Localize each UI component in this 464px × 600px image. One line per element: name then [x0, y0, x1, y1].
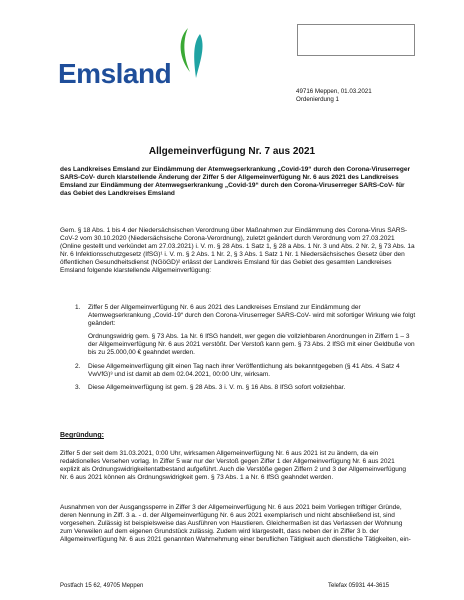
logo-swoosh-icon	[166, 26, 210, 82]
place-date: 49716 Meppen, 01.03.2021	[296, 88, 372, 95]
document-title: Allgemeinverfügung Nr. 7 aus 2021	[148, 146, 316, 157]
reasoning-paragraph-1: Ziffer 5 der seit dem 31.03.2021, 0:00 Uhr, wirksamen Allgemeinverfügung Nr. 6 aus 2021 ist zu ändern, da ein redaktionelles Versehen vorlag. In Ziffer 5 war nur der Verstoß gegen Ziffer 1 der Allgemeinverfügung Nr. 6 aus 2021 explizit als Ordnungswidrigkeitentatbestand aufgeführt. Auch die Verstöße gegen Ziffern 2 und 3 der Allgemeinverfügung Nr. 6 aus 2021 können als Ordnungswidrigkeit gem. § 73 Abs. 1 a Nr. 6 IfSG geahndet werden.	[60, 450, 407, 482]
reasoning-heading: Begründung:	[60, 432, 104, 439]
footer-fax: Telefax 05931 44-3615	[328, 583, 390, 589]
item-text: Ziffer 5 der Allgemeinverfügung Nr. 6 aus 2021 des Landkreises Emsland zur Eindämmung der Atemwegserkrankung „Covid-19“ durch den Corona-Viruserreger SARS-CoV- wird mit sofortiger Wirkung wie folgt geändert:	[88, 304, 416, 328]
list-item	[75, 304, 416, 358]
logo-wordmark: Emsland	[58, 58, 172, 89]
list-item	[75, 363, 416, 379]
item-text: Diese Allgemeinverfügung ist gem. § 28 Abs. 3 i. V. m. § 16 Abs. 8 IfSG sofort vollziehbar.	[88, 383, 346, 391]
list-item	[75, 384, 416, 392]
ordinance-label: Ordenierdung 1	[296, 96, 339, 103]
reasoning-paragraph-2: Ausnahmen von der Ausgangssperre in Ziffer 3 der Allgemeinverfügung Nr. 6 aus 2021 beim Vorliegen triftiger Gründe, deren Nennung in Ziff. 3 a. - d. der Allgemeinverfügung Nr. 6 aus 2021 exemplarisch und nicht abschließend ist, sind vorgesehen. Zulässig ist beispielsweise das Ausführen von Haustieren. Gleichermaßen ist das Verlassen der Wohnung zum Verweilen auf dem eigenen Grundstück zulässig. Zudem wird klargestellt, dass neben der in Ziffer 3 b. der Allgemeinverfügung Nr. 6 aus 2021 genannten Wahrnehmung einer beruflichen Tätigkeit auch dienstliche Tätigkeiten, ein-	[60, 504, 411, 544]
document-subject: des Landkreises Emsland zur Eindämmung der Atemwegserkrankung „Covid-19“ durch den Corona-Viruserreger SARS-CoV- durch klarstellende Änderung der Ziffer 5 der Allgemeinverfügung Nr. 6 aus 2021 des Landkreises Emsland zur Eindämmung der Atemwegserkrankung „Covid-19“ durch den Corona-Viruserreger SARS-CoV- für das Gebiet des Landkreises Emsland	[60, 166, 411, 198]
address-stamp-box	[297, 24, 415, 56]
item-number: 3.	[75, 383, 81, 391]
emsland-logo	[58, 26, 218, 96]
item-text: Diese Allgemeinverfügung gilt einen Tag nach ihrer Veröffentlichung als bekanntgegeben (§ 41 Abs. 4 Satz 4 VwVfG)³ und ist damit ab dem 02.04.2021, 00:00 Uhr, wirksam.	[88, 362, 400, 378]
item-subtext: Ordnungswidrig gem. § 73 Abs. 1a Nr. 6 IfSG handelt, wer gegen die vollziehbaren Anordnungen in Ziffern 1 – 3 der Allgemeinverfügung Nr. 6 aus 2021 verstößt. Der Verstoß kann gem. § 73 Abs. 2 IfSG mit einer Geldbuße von bis zu 25.000,00 € geahndet werden.	[88, 333, 415, 357]
ordinance-items	[75, 304, 416, 397]
item-number: 2.	[75, 362, 81, 370]
footer-address: Postfach 15 62, 49705 Meppen	[60, 583, 144, 589]
item-number: 1.	[75, 304, 81, 311]
document-meta	[296, 88, 372, 104]
intro-paragraph: Gem. § 18 Abs. 1 bis 4 der Niedersächsischen Verordnung über Maßnahmen zur Eindämmung des Corona-Virus SARS-CoV-2 vom 30.10.2020 (Niedersächsische Corona-Verordnung), zuletzt geändert durch Verordnung vom 27.03.2021 (Online gestellt und verkündet am 27.03.2021) i. V. m. § 28 Abs. 1 Satz 1, § 28 a Abs. 1 Nr. 3 und Abs. 2 Nr. 2, § 73 Abs. 1a Nr. 6 Infektionsschutzgesetz (IfSG)¹ i. V. m. § 2 Abs. 1 Nr. 2, § 3 Abs. 1 Satz 1 Nr. 1 Niedersächsisches Gesetz über den öffentlichen Gesundheitsdienst (NGöGD)² erlässt der Landkreis Emsland für das Gebiet des gesamten Landkreises Emsland folgende klarstellende Allgemeinverfügung:	[60, 227, 415, 275]
